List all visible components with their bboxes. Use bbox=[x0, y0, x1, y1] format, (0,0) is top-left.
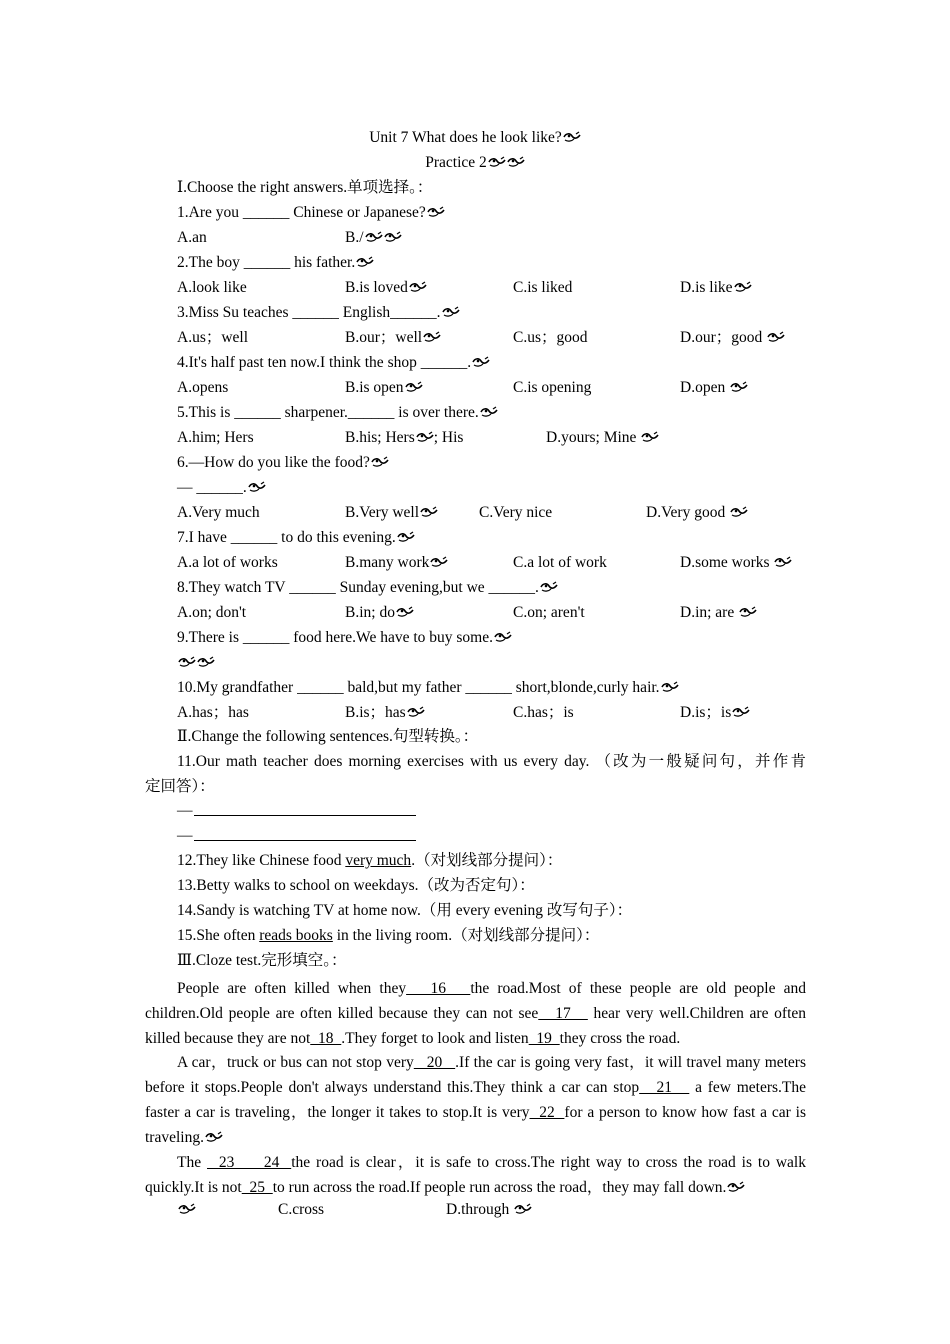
ink-mark-icon bbox=[488, 156, 506, 168]
ink-mark-icon bbox=[727, 1181, 745, 1193]
ink-mark-icon bbox=[730, 381, 748, 393]
ink-mark-icon bbox=[178, 1203, 196, 1215]
ink-mark-icon bbox=[248, 481, 266, 493]
section-2-heading: Ⅱ.Change the following sentences.句型转换。： bbox=[177, 728, 479, 745]
q6-reply: — ______. bbox=[177, 478, 266, 497]
ink-mark-icon bbox=[365, 231, 383, 243]
underlined-phrase: very much bbox=[345, 852, 412, 869]
cloze-option-d: D.through bbox=[446, 1200, 532, 1219]
q8-option-d: D.in; are bbox=[680, 603, 757, 622]
ink-mark-icon bbox=[416, 431, 434, 443]
ink-mark-icon bbox=[442, 306, 460, 318]
underlined-phrase: reads books bbox=[259, 927, 333, 944]
question-12: 12.They like Chinese food very much.（对划线部分提问）： bbox=[177, 852, 563, 869]
question-9: 9.There is ______ food here.We have to buy some. bbox=[177, 628, 512, 647]
q11-answer-dash-2: — bbox=[177, 827, 193, 844]
ink-mark-icon bbox=[430, 556, 448, 568]
ink-mark-icon bbox=[734, 281, 752, 293]
q10-option-a: A.has；has bbox=[177, 704, 249, 721]
q4-option-c: C.is opening bbox=[513, 379, 592, 396]
q6-option-c: C.Very nice bbox=[479, 504, 553, 521]
q7-option-d: D.some works bbox=[680, 553, 792, 572]
blank-21[interactable]: 21 bbox=[639, 1079, 690, 1096]
unit-title: Unit 7 What does he look like? bbox=[0, 128, 950, 147]
ink-mark-icon bbox=[178, 656, 196, 668]
blank-17[interactable]: 17 bbox=[538, 1005, 588, 1022]
ink-mark-icon bbox=[371, 456, 389, 468]
question-1: 1.Are you ______ Chinese or Japanese? bbox=[177, 203, 445, 222]
question-11-line1: 11.Our math teacher does morning exercises with us every day. （改为一般疑问句，并作肯 bbox=[177, 753, 806, 770]
ink-mark-icon bbox=[540, 581, 558, 593]
blank-18[interactable]: 18 bbox=[310, 1030, 342, 1047]
q3-option-a: A.us；well bbox=[177, 329, 249, 346]
ink-mark-icon bbox=[739, 606, 757, 618]
blank-19[interactable]: 19 bbox=[528, 1030, 560, 1047]
blank-25[interactable]: 25 bbox=[241, 1179, 273, 1196]
q3-option-d: D.our；good bbox=[680, 328, 785, 347]
answer-line-2[interactable] bbox=[194, 840, 416, 841]
blank-23-24[interactable]: 23 24 bbox=[207, 1154, 292, 1171]
q5-option-b: B.his; Hers ; His bbox=[345, 429, 464, 446]
ink-mark-icon bbox=[494, 631, 512, 643]
question-4: 4.It's half past ten now.I think the shop ______. bbox=[177, 353, 490, 372]
ink-mark-icon bbox=[205, 1131, 223, 1143]
q9-marks bbox=[177, 653, 215, 672]
question-3: 3.Miss Su teaches ______ English______. bbox=[177, 303, 460, 322]
cloze-paragraph-2: A car，truck or bus can not stop very 20 .If the car is going very fast，it will travel many meters before it stops.People don't always understand this.They think a car can stop 21 a few meters.The faster a car is traveling，the longer it takes to stop.It is very 22 for a person to know how fast a car is traveling. bbox=[145, 1054, 807, 1146]
q1-option-a: A.an bbox=[177, 229, 207, 246]
section-3-heading: Ⅲ.Cloze test.完形填空。： bbox=[177, 952, 347, 969]
ink-mark-icon bbox=[356, 256, 374, 268]
q3-option-c: C.us；good bbox=[513, 329, 588, 346]
ink-mark-icon bbox=[427, 206, 445, 218]
ink-mark-icon bbox=[774, 556, 792, 568]
q7-option-c: C.a lot of work bbox=[513, 554, 607, 571]
q8-option-c: C.on; aren't bbox=[513, 604, 585, 621]
ink-mark-icon bbox=[396, 606, 414, 618]
question-8: 8.They watch TV ______ Sunday evening,but we ______. bbox=[177, 578, 558, 597]
q10-option-c: C.has；is bbox=[513, 704, 574, 721]
ink-mark-icon bbox=[420, 506, 438, 518]
q4-option-b: B.is open bbox=[345, 378, 423, 397]
q6-option-a: A.Very much bbox=[177, 504, 260, 521]
question-11-line2: 定回答）： bbox=[145, 778, 215, 795]
ink-mark-icon bbox=[407, 706, 425, 718]
q1-option-b: B./ bbox=[345, 228, 402, 247]
ink-mark-icon bbox=[507, 156, 525, 168]
ink-mark-icon bbox=[514, 1203, 532, 1215]
q3-option-b: B.our；well bbox=[345, 328, 441, 347]
q5-option-a: A.him; Hers bbox=[177, 429, 254, 446]
q8-option-b: B.in; do bbox=[345, 603, 414, 622]
trailing-mark bbox=[177, 1200, 196, 1219]
cloze-paragraph-1: People are often killed when they 16 the road.Most of these people are old people and children.Old people are often killed because they can not see 17 hear very well.Children are often killed because they are not 18 .They forget to look and listen 19 they cross the road. bbox=[145, 980, 807, 1047]
ink-mark-icon bbox=[397, 531, 415, 543]
q2-option-d: D.is like bbox=[680, 278, 752, 297]
ink-mark-icon bbox=[730, 506, 748, 518]
q2-option-c: C.is liked bbox=[513, 279, 573, 296]
q11-answer-dash-1: — bbox=[177, 802, 193, 819]
ink-mark-icon bbox=[409, 281, 427, 293]
question-5: 5.This is ______ sharpener.______ is over there. bbox=[177, 403, 498, 422]
section-1-heading: Ⅰ.Choose the right answers.单项选择。： bbox=[177, 179, 433, 196]
practice-subtitle: Practice 2 bbox=[0, 153, 950, 172]
answer-line-1[interactable] bbox=[194, 815, 416, 816]
question-7: 7.I have ______ to do this evening. bbox=[177, 528, 415, 547]
blank-16[interactable]: 16 bbox=[406, 980, 471, 997]
q10-option-d: D.is；is bbox=[680, 703, 750, 722]
q7-option-a: A.a lot of works bbox=[177, 554, 278, 571]
q4-option-a: A.opens bbox=[177, 379, 229, 396]
q2-option-b: B.is loved bbox=[345, 278, 427, 297]
q4-option-d: D.open bbox=[680, 378, 748, 397]
question-14: 14.Sandy is watching TV at home now.（用 every evening 改写句子）： bbox=[177, 902, 633, 919]
ink-mark-icon bbox=[661, 681, 679, 693]
q5-option-d: D.yours; Mine bbox=[546, 428, 659, 447]
question-13: 13.Betty walks to school on weekdays.（改为否定句）： bbox=[177, 877, 535, 894]
cloze-option-c: C.cross bbox=[278, 1201, 325, 1218]
cloze-paragraph-3: The 23 24 the road is clear，it is safe to cross.The right way to cross the road is to walk quickly.It is not 25 to run across the road.If people run across the road，they may fall down. bbox=[145, 1154, 806, 1196]
ink-mark-icon bbox=[197, 656, 215, 668]
blank-22[interactable]: 22 bbox=[529, 1104, 565, 1121]
q8-option-a: A.on; don't bbox=[177, 604, 247, 621]
ink-mark-icon bbox=[563, 131, 581, 143]
question-10: 10.My grandfather ______ bald,but my father ______ short,blonde,curly hair. bbox=[177, 678, 679, 697]
q10-option-b: B.is；has bbox=[345, 703, 425, 722]
ink-mark-icon bbox=[384, 231, 402, 243]
ink-mark-icon bbox=[641, 431, 659, 443]
ink-mark-icon bbox=[405, 381, 423, 393]
ink-mark-icon bbox=[767, 331, 785, 343]
q6-option-b: B.Very well bbox=[345, 503, 438, 522]
q6-option-d: D.Very good bbox=[646, 503, 748, 522]
ink-mark-icon bbox=[423, 331, 441, 343]
q7-option-b: B.many work bbox=[345, 553, 448, 572]
ink-mark-icon bbox=[472, 356, 490, 368]
question-15: 15.She often reads books in the living room.（对划线部分提问）： bbox=[177, 927, 600, 944]
ink-mark-icon bbox=[732, 706, 750, 718]
blank-20[interactable]: 20 bbox=[413, 1054, 456, 1071]
question-6: 6.—How do you like the food? bbox=[177, 453, 389, 472]
question-2: 2.The boy ______ his father. bbox=[177, 253, 374, 272]
ink-mark-icon bbox=[480, 406, 498, 418]
q2-option-a: A.look like bbox=[177, 279, 247, 296]
